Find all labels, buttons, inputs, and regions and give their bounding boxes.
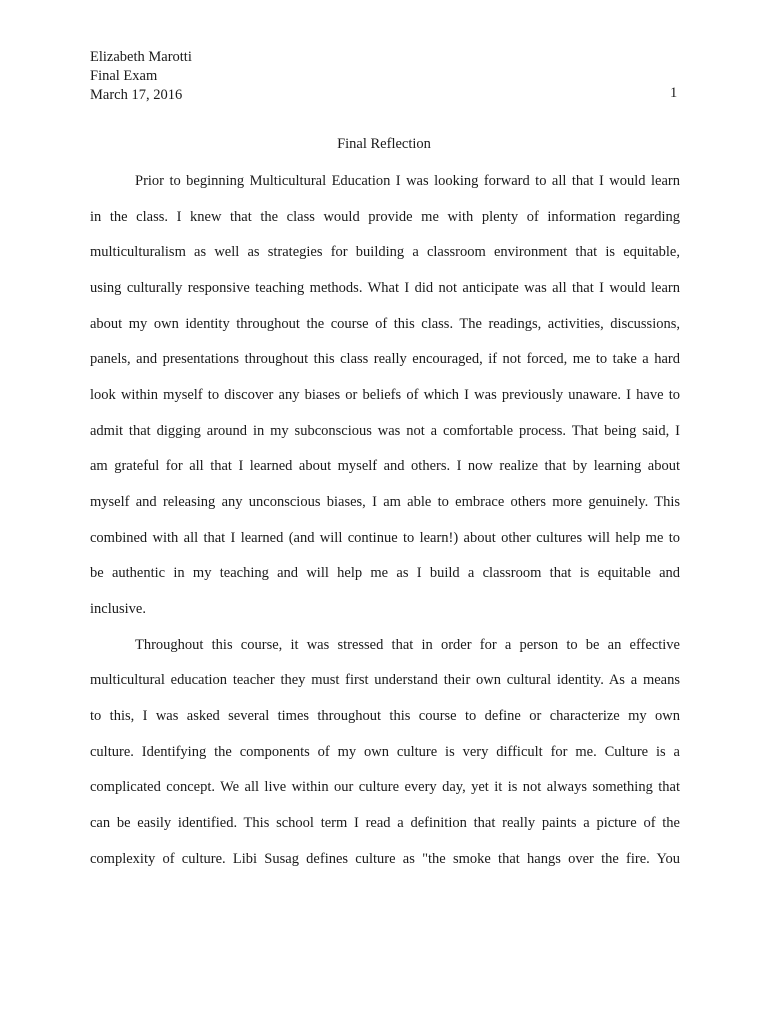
document-header [90, 48, 680, 105]
assignment-name: Final Exam [90, 68, 158, 84]
paragraph-1-line: am grateful for all that I learned about myself and others. I now realize that by learning about [90, 458, 680, 474]
paragraph-2-line: culture. Identifying the components of my own culture is very difficult for me. Culture is a [90, 744, 680, 760]
paragraph-1-line: myself and releasing any unconscious biases, I am able to embrace others more genuinely. This [90, 494, 680, 510]
paragraph-1-line: be authentic in my teaching and will help me as I build a classroom that is equitable and [90, 565, 680, 581]
paragraph-1-line: multiculturalism as well as strategies for building a classroom environment that is equitable, [90, 244, 680, 260]
paragraph-1-line: panels, and presentations throughout this class really encouraged, if not forced, me to take a hard [90, 351, 680, 367]
paragraph-1-line: look within myself to discover any biases or beliefs of which I was previously unaware. I have to [90, 387, 680, 403]
paragraph-1-line: about my own identity throughout the course of this class. The readings, activities, discussions, [90, 316, 680, 332]
author-name: Elizabeth Marotti [90, 49, 192, 65]
paragraph-1-line: using culturally responsive teaching methods. What I did not anticipate was all that I would learn [90, 280, 680, 296]
paragraph-2-line: can be easily identified. This school term I read a definition that really paints a picture of the [90, 815, 680, 831]
paragraph-2-line: multicultural education teacher they must first understand their own cultural identity. As a means [90, 672, 680, 688]
paragraph-2-line: Throughout this course, it was stressed that in order for a person to be an effective [135, 637, 680, 653]
document-date: March 17, 2016 [90, 87, 183, 103]
paragraph-2-line: complexity of culture. Libi Susag defines culture as "the smoke that hangs over the fire. You [90, 851, 680, 867]
paragraph-2-line: to this, I was asked several times throughout this course to define or characterize my own [90, 708, 680, 724]
paragraph-1-line: admit that digging around in my subconscious was not a comfortable process. That being said, I [90, 423, 680, 439]
paragraph-1-line: inclusive. [90, 601, 146, 617]
paragraph-2-line: complicated concept. We all live within our culture every day, yet it is not always something that [90, 779, 680, 795]
paragraph-1-line: in the class. I knew that the class would provide me with plenty of information regarding [90, 209, 680, 225]
page-number: 1 [670, 85, 678, 101]
paragraph-1-line: Prior to beginning Multicultural Education I was looking forward to all that I would learn [135, 173, 680, 189]
document-title: Final Reflection [337, 136, 431, 152]
paragraph-1-line: combined with all that I learned (and will continue to learn!) about other cultures will help me to [90, 530, 680, 546]
